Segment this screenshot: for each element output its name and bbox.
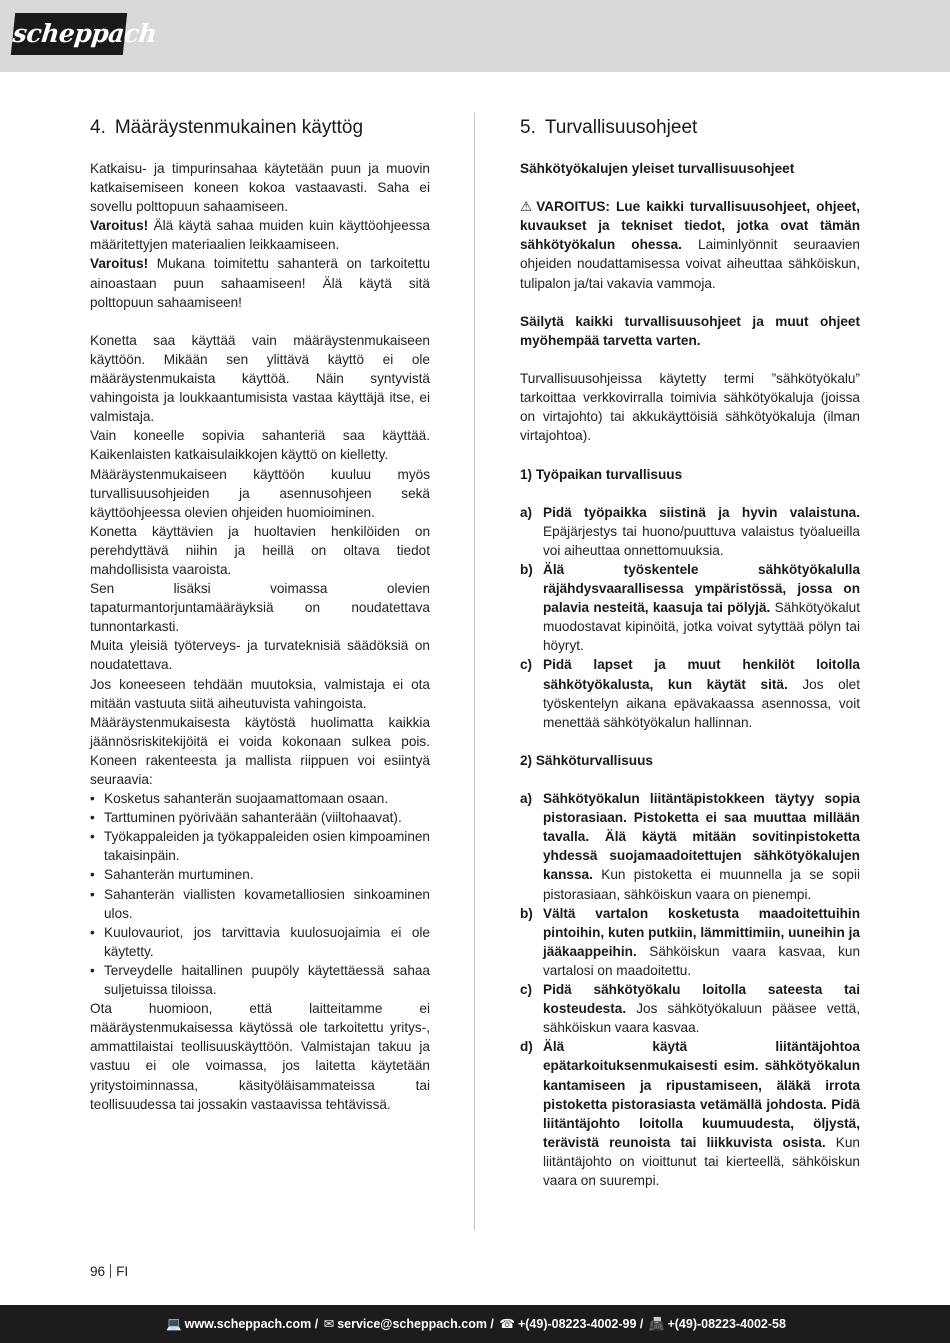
section-5-title: Turvallisuusohjeet [544,117,698,138]
warning-label: Varoitus! [90,218,149,234]
left-column [90,116,430,1114]
phone-number: +(49)-08223-4002-99 [517,1317,637,1331]
section-4-number: 4. [90,117,106,138]
computer-icon: 💻 [166,1317,182,1331]
list-item [90,827,430,865]
item-body [543,560,860,655]
list-item [520,789,860,904]
list-item-text: Työkappaleiden ja työkappaleiden osien kimpoaminen takaisinpäin. [104,829,430,864]
warning-bold: VAROITUS: Lue kaikki turvallisuusohjeet, ohjeet, kuvaukset ja tekniset tiedot, jotka ovat tämän sähkötyökalun ohessa. [520,199,860,253]
list-item [90,865,430,884]
list-item-text: Sahanterän viallisten kovametalliosien sinkoaminen ulos. [104,886,430,921]
item-text: Sähköiskun vaara kasvaa, kun vartalosi on maadoitettu. [543,943,860,978]
paragraph: Turvallisuusohjeissa käytetty termi ”sähkötyökalu” tarkoittaa verkkovirralla toimivia sähkötyökaluja (joissa on virtajohto) tai akkukäyttöisiä sähkötyökaluja (ilman virtajohtoa). [520,371,860,444]
item-body [543,980,860,1037]
item-bold: Pidä työpaikka siistinä ja hyvin valaistuna. [543,504,860,520]
list-item [90,789,430,808]
footer-bar [0,1305,950,1343]
right-column [520,116,860,1190]
bullet: • [90,886,95,902]
warning-text: Mukana toimitettu sahanterä on tarkoitettu ainoastaan puun sahaamiseen! Älä käytä sitä polttopuun sahaamiseen! [90,256,430,310]
item-text: Jos olet työskentelyn aikana epävakaassa asennossa, voit menettää sähkötyökalun hallinnan. [543,676,861,730]
section-title: 2) Sähköturvallisuus [520,752,653,768]
item-label: d) [520,1039,533,1055]
paragraph: Muita yleisiä työterveys- ja turvateknisiä säädöksiä on noudatettava. [90,638,430,673]
list-item-text: Terveydelle haitallinen puupöly käytettäessä sahaa suljetuissa tiloissa. [104,962,430,998]
warning-text: Älä käytä sahaa muiden kuin käyttöohjeessa määritettyjen materiaalien leikkaamiseen. [90,218,430,253]
list-item [520,1037,860,1190]
paragraph: Katkaisu- ja timpurinsahaa käytetään puun ja muovin katkaisemiseen koneen kokoa vastaavasti. Saha ei sovellu polttopuun sahaamiseen. [90,161,430,215]
item-body [543,503,860,560]
page-number [90,1264,128,1279]
item-bold: Älä käytä liitäntäjohtoa epätarkoituksenmukaisesti esim. sähkötyökalun kantamiseen ja ripustamiseen, äläkä irrota pistoketta pistorasiasta vetämällä johdosta. Pidä liitäntäjohto loitolla kuumuudesta, öljystä, terävistä reunoista tai liikkuvista osista. [543,1039,860,1150]
item-bold: Pidä sähkötyökalu loitolla sateesta tai kosteudesta. [543,982,860,1017]
warning-text: Laiminlyönnit seuraavien ohjeiden noudattamisessa voivat aiheuttaa sähköiskun, tulipalon ja/tai vakavia vammoja. [520,237,860,291]
phone-icon: ☎ [499,1317,515,1331]
list-item [520,980,860,1037]
item-bold: Älä työskentele sähkötyökalulla räjähdysvaarallisessa ympäristössä, jossa on palavia nesteitä, kaasuja tai pölyjä. [543,561,860,616]
bullet: • [90,924,95,940]
bullet: • [90,810,95,826]
keep-instructions: Säilytä kaikki turvallisuusohjeet ja muut ohjeet myöhempää tarvetta varten. [520,313,860,348]
section-4-title: Määräystenmukainen käyttög [114,117,364,138]
item-body [543,789,860,904]
warning-label: Varoitus! [90,256,149,272]
item-body [543,1037,860,1190]
bullet: • [90,829,95,845]
page-number-value: 96 [90,1264,106,1279]
item-bold: Vältä vartalon kosketusta maadoitettuihin pintoihin, kuten putkiin, lämmittimiin, uuneihin ja jääkaappeihin. [543,905,860,959]
risk-list [90,789,430,999]
footer-separator: / [636,1317,647,1331]
paragraph: Sen lisäksi voimassa olevien tapaturmantorjuntamääräyksiä on noudatettava tunnontarkasti. [90,581,430,635]
subheading: Sähkötyökalujen yleiset turvallisuusohjeet [520,161,795,176]
envelope-icon: ✉ [323,1317,335,1331]
paragraph: Ota huomioon, että laitteitamme ei määräystenmukaisessa käytössä ole tarkoitettu yritys-, ammattilaistai teollisuuskäyttöön. Valmistajan takuu ja vastuu ei ole voimassa, jos laitetta käytetään yritystoiminnassa, käsityöläisammateissa tai teollisuudessa tai jossakin vastaavissa tehtävissä. [90,1001,430,1112]
paragraph: Vain koneelle sopivia sahanteriä saa käyttää. Kaikenlaisten katkaisulaikkojen käyttö on kielletty. [90,428,430,463]
item-text: Kun liitäntäjohto on vioittunut tai kierteellä, sähköiskun vaara on suurempi. [543,1134,860,1188]
list-item [520,560,860,655]
paragraph: Konetta saa käyttää vain määräystenmukaiseen käyttöön. Mikään sen ylittävä käyttö ei ole määräystenmukaista käyttöä. Näin syntyvistä vahingoista ja loukkaantumisista vastaa käyttäjä itse, ei valmistaja. [90,332,430,425]
website-link[interactable]: www.scheppach.com [184,1317,312,1331]
list-item [520,503,860,560]
item-body [543,904,860,980]
header-bar [0,0,950,72]
section-title: 1) Työpaikan turvallisuus [520,466,683,482]
item-bold: Sähkötyökalun liitäntäpistokkeen täytyy sopia pistorasiaan. Pistoketta ei saa muuttaa millään tavalla. Älä käytä mitään sovitinpistoketta yhdessä suojamaadoitettujen sähkötyökalujen kanssa. [543,791,860,883]
item-bold: Pidä lapset ja muut henkilöt loitolla sähkötyökalusta, kun käytät sitä. [543,657,860,692]
fax-number: +(49)-08223-4002-58 [667,1317,786,1331]
list-item-text: Kuulovauriot, jos tarvittavia kuulosuojaimia ei ole käytetty. [104,924,430,959]
item-label: b) [520,561,533,577]
item-label: b) [520,905,533,921]
scheppach-logo: scheppach [11,13,127,55]
page-separator [110,1264,111,1278]
paragraph: Määräystenmukaisesta käytöstä huolimatta kaikkia jäännösriskitekijöitä ei voida kokonaan sulkea pois. Koneen rakenteesta ja mallista riippuen voi esiintyä seuraavia: [90,714,430,787]
item-label: a) [520,504,533,520]
item-body [543,655,860,731]
paragraph: Määräystenmukaiseen käyttöön kuuluu myös turvallisuusohjeiden ja asennusohjeen sekä käyttöohjeessa olevien ohjeiden huomioiminen. [90,466,430,520]
item-text: Kun pistoketta ei muunnella ja se sopii pistorasiaan, sähköiskun vaara on pienempi. [543,867,860,902]
list-item [90,961,430,999]
warning-paragraph [90,216,430,254]
list-item-text: Tarttuminen pyörivään sahanterään (viiltohaavat). [104,810,402,826]
fax-icon: 📠 [648,1317,665,1331]
list-item [520,655,860,731]
bullet: • [90,791,95,807]
section-5-number: 5. [520,117,536,138]
warning-paragraph [520,197,860,292]
bullet: • [90,867,95,883]
item-label: c) [520,982,533,998]
item-text: Epäjärjestys tai huono/puuttuva valaistus työalueilla voi aiheuttaa onnettomuuksia. [543,523,860,558]
item-text: Sähkötyökalut muodostavat kipinöitä, jotka voivat sytyttää pölyn tai höyryt. [543,600,860,654]
warning-paragraph [90,254,430,311]
item-label: c) [520,657,533,673]
bullet: • [90,962,95,978]
warning-triangle-icon: ⚠ [520,199,533,215]
list-item-text: Sahanterän murtuminen. [104,867,254,883]
email-link[interactable]: service@scheppach.com [337,1317,487,1331]
section-4-heading [90,116,430,140]
page-language: FI [116,1264,129,1279]
list-item [90,808,430,827]
paragraph: Konetta käyttävien ja huoltavien henkilöiden on perehdyttävä niihin ja heillä on oltava tiedot mahdollisista vaaroista. [90,523,430,577]
list-item-text: Kosketus sahanterän suojaamattomaan osaan. [104,791,389,807]
paragraph: Jos koneeseen tehdään muutoksia, valmistaja ei ota mitään vastuuta siitä aiheutuvista vahingoista. [90,676,430,711]
item-label: a) [520,791,533,807]
footer-separator: / [311,1317,322,1331]
list-item [90,923,430,961]
footer-separator: / [486,1317,498,1331]
list-item [90,885,430,923]
item-text: Jos sähkötyökaluun pääsee vettä, sähköiskun vaara kasvaa. [543,1001,860,1036]
list-item [520,904,860,980]
section-5-heading [520,116,860,140]
column-divider [474,113,475,1230]
